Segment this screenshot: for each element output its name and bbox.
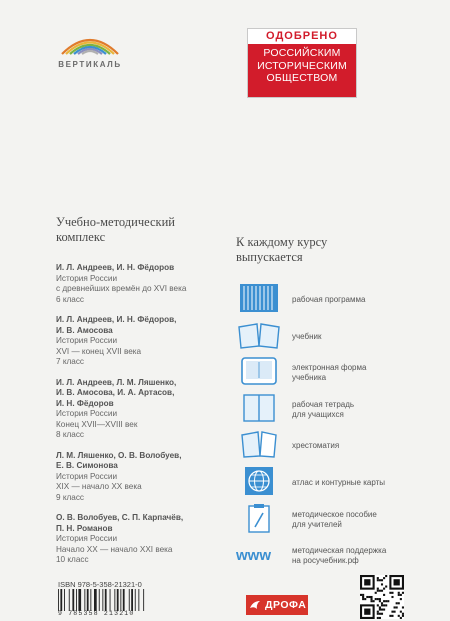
book-entry <box>56 263 236 305</box>
book-line: Конец XVII—XVIII век <box>56 419 138 429</box>
badge-line: ОБЩЕСТВОМ <box>266 72 338 84</box>
list-item-label <box>292 441 339 451</box>
list-item <box>236 466 426 500</box>
book-authors: Л. М. Ляшенко, О. В. Волобуев, <box>56 450 182 460</box>
vertikal-logo <box>58 22 122 69</box>
label-line: учебника <box>292 373 327 383</box>
list-item <box>236 429 426 463</box>
list-item <box>236 283 426 317</box>
book-entry <box>56 378 236 441</box>
list-item <box>236 320 426 354</box>
book-line: 8 класс <box>56 430 85 439</box>
book-authors: Е. В. Симонова <box>56 461 118 470</box>
list-item-label <box>292 478 385 488</box>
qr-code <box>360 575 404 619</box>
complex-title-line: комплекс <box>56 230 106 244</box>
label-line: для учащихся <box>292 409 344 419</box>
list-item <box>236 356 426 390</box>
book-authors: И. В. Амосова <box>56 325 113 335</box>
complex-title <box>56 215 226 245</box>
list-item <box>236 503 426 537</box>
book-line: История России <box>56 471 118 481</box>
book-authors: И. Л. Андреев, Л. М. Ляшенко, <box>56 377 177 387</box>
book-line: 7 класс <box>56 357 85 366</box>
label-line: методическая поддержка <box>292 546 387 556</box>
label-line: хрестоматия <box>292 441 340 451</box>
complex-title-line: Учебно-методический <box>56 215 175 229</box>
label-line: для учителей <box>292 519 342 529</box>
book-line: Начало XX — начало XXI века <box>56 544 173 554</box>
book-authors: И. Л. Андреев, И. Н. Фёдоров <box>56 263 175 272</box>
label-line: рабочая программа <box>292 295 366 304</box>
label-line: методическое пособие <box>292 509 377 519</box>
book-authors: О. В. Волобуев, С. П. Карпачёв, <box>56 513 184 522</box>
component-list <box>236 283 426 576</box>
program-icon <box>236 283 282 313</box>
globe-icon <box>236 466 282 496</box>
www-icon <box>236 539 282 569</box>
tablet-icon <box>236 356 282 386</box>
badge-line: ИСТОРИЧЕСКИМ <box>257 59 347 72</box>
clipboard-icon <box>236 503 282 533</box>
logo-text: ВЕРТИКАЛЬ <box>58 60 122 69</box>
book-authors: И. Н. Фёдоров <box>56 398 114 408</box>
list-item-label <box>292 295 365 305</box>
course-title-line: К каждому курсу <box>236 235 328 249</box>
book-line: 6 класс <box>56 294 85 304</box>
book-line: XVI — конец XVII века <box>56 346 142 356</box>
list-item <box>236 539 426 573</box>
isbn: ISBN 978-5-358-21321-0 <box>58 580 142 589</box>
list-item <box>236 393 426 427</box>
course-title <box>236 235 416 265</box>
publisher-name: ДРОФА <box>265 599 307 611</box>
book-line: с древнейших времён до XVI века <box>56 284 187 293</box>
list-item-label <box>292 510 377 530</box>
list-item-label <box>292 546 386 566</box>
book-entry <box>56 315 236 368</box>
label-line: атлас и контурные карты <box>292 477 386 487</box>
book-authors: И. В. Амосова, И. А. Артасов, <box>56 388 175 397</box>
barcode-digits: 9 785358 213210 <box>58 610 135 617</box>
label-line: рабочая тетрадь <box>292 399 355 409</box>
www-text: www <box>236 547 272 565</box>
approval-badge <box>247 28 357 98</box>
bird-icon <box>246 595 264 615</box>
book-line: История России <box>56 336 118 345</box>
label-line: на росучебник.рф <box>292 556 359 566</box>
book-entry <box>56 513 236 566</box>
label-line: электронная форма <box>292 363 367 373</box>
book-entry <box>56 451 236 504</box>
barcode <box>58 589 166 611</box>
badge-main <box>248 44 356 97</box>
book-line: XIX — начало XX века <box>56 482 142 491</box>
book-line: История России <box>56 534 118 543</box>
list-item-label <box>292 332 322 342</box>
book-authors: П. Н. Романов <box>56 523 113 533</box>
badge-line: РОССИЙСКИМ <box>263 47 341 59</box>
workbook-icon <box>236 393 282 423</box>
label-line: учебник <box>292 331 322 341</box>
publisher-logo <box>246 595 308 615</box>
book-authors: И. Л. Андреев, И. Н. Фёдоров, <box>56 315 177 324</box>
book-line: История России <box>56 409 118 418</box>
textbook-icon <box>236 320 282 350</box>
badge-top-text: ОДОБРЕНО <box>266 30 338 42</box>
reader-icon <box>236 429 282 459</box>
book-list <box>56 263 236 576</box>
book-line: История России <box>56 273 118 283</box>
list-item-label <box>292 400 354 420</box>
book-line: 9 класс <box>56 492 85 502</box>
book-line: 10 класс <box>56 555 89 564</box>
course-title-line: выпускается <box>236 250 303 264</box>
vertikal-logo-icon <box>58 22 122 58</box>
list-item-label <box>292 363 366 383</box>
